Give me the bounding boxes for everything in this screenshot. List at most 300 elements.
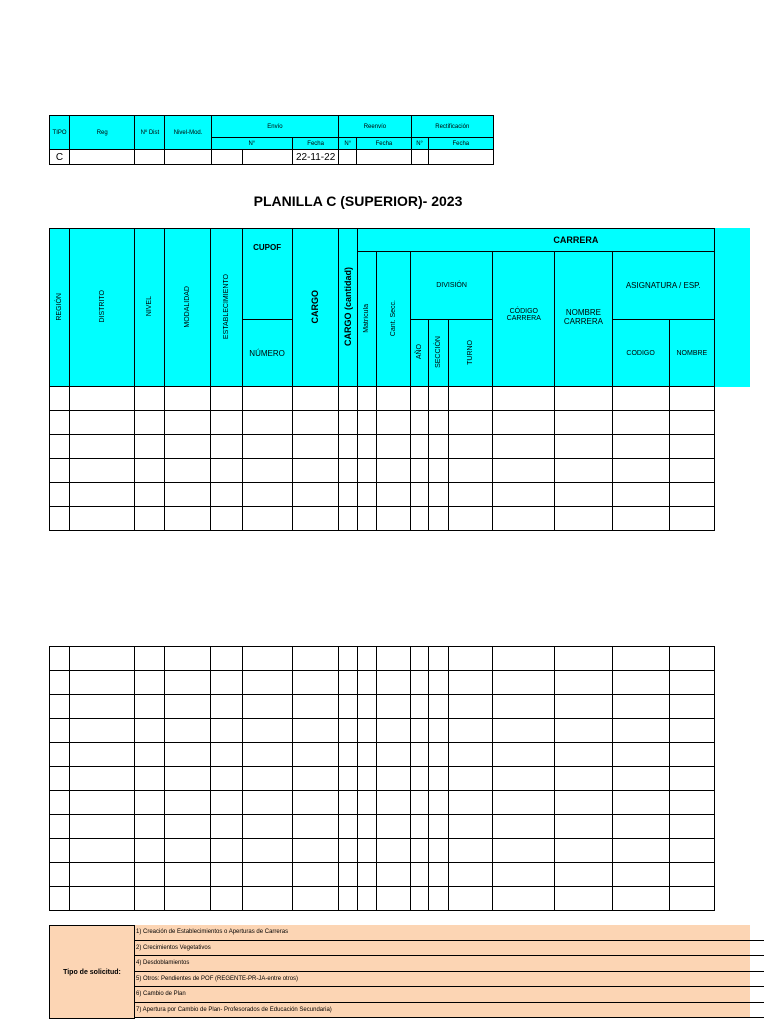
table-cell[interactable]	[50, 507, 70, 531]
cell-reenvio-nro[interactable]	[339, 150, 357, 165]
table-cell[interactable]	[211, 887, 242, 911]
table-cell[interactable]	[338, 411, 357, 435]
table-cell[interactable]	[493, 767, 555, 791]
table-cell[interactable]	[555, 767, 612, 791]
table-cell[interactable]	[429, 671, 449, 695]
table-cell[interactable]	[669, 863, 714, 887]
table-cell[interactable]	[493, 791, 555, 815]
table-cell[interactable]	[376, 435, 410, 459]
cell-envio-nro-b[interactable]	[242, 150, 292, 165]
table-cell[interactable]	[211, 815, 242, 839]
table-cell[interactable]	[429, 435, 449, 459]
table-cell[interactable]	[50, 815, 70, 839]
table-cell[interactable]	[612, 647, 669, 671]
cell-envio-nro-a[interactable]	[211, 150, 242, 165]
table-cell[interactable]	[292, 791, 338, 815]
table-cell[interactable]	[292, 695, 338, 719]
table-cell[interactable]	[449, 767, 493, 791]
table-cell[interactable]	[165, 459, 211, 483]
table-cell[interactable]	[242, 507, 292, 531]
table-cell[interactable]	[135, 743, 165, 767]
table-cell[interactable]	[493, 719, 555, 743]
table-cell[interactable]	[292, 839, 338, 863]
table-cell[interactable]	[292, 671, 338, 695]
table-cell[interactable]	[410, 459, 428, 483]
table-cell[interactable]	[70, 507, 135, 531]
table-cell[interactable]	[70, 647, 135, 671]
table-cell[interactable]	[135, 411, 165, 435]
table-cell[interactable]	[242, 719, 292, 743]
table-cell[interactable]	[242, 839, 292, 863]
table-cell[interactable]	[165, 507, 211, 531]
table-cell[interactable]	[410, 887, 428, 911]
table-cell[interactable]	[135, 719, 165, 743]
table-cell[interactable]	[50, 695, 70, 719]
table-cell[interactable]	[135, 695, 165, 719]
table-cell[interactable]	[292, 387, 338, 411]
table-cell[interactable]	[211, 483, 242, 507]
table-cell[interactable]	[449, 483, 493, 507]
table-cell[interactable]	[165, 863, 211, 887]
table-cell[interactable]	[70, 411, 135, 435]
table-cell[interactable]	[211, 839, 242, 863]
table-cell[interactable]	[211, 695, 242, 719]
table-cell[interactable]	[292, 863, 338, 887]
table-cell[interactable]	[449, 459, 493, 483]
table-cell[interactable]	[669, 387, 714, 411]
table-cell[interactable]	[555, 719, 612, 743]
table-cell[interactable]	[70, 791, 135, 815]
table-cell[interactable]	[50, 411, 70, 435]
table-cell[interactable]	[357, 483, 376, 507]
table-cell[interactable]	[70, 719, 135, 743]
table-cell[interactable]	[555, 863, 612, 887]
table-cell[interactable]	[410, 507, 428, 531]
table-cell[interactable]	[669, 459, 714, 483]
table-cell[interactable]	[50, 647, 70, 671]
table-cell[interactable]	[50, 459, 70, 483]
table-cell[interactable]	[338, 387, 357, 411]
table-cell[interactable]	[449, 887, 493, 911]
table-cell[interactable]	[376, 743, 410, 767]
table-cell[interactable]	[292, 435, 338, 459]
table-cell[interactable]	[449, 435, 493, 459]
table-cell[interactable]	[338, 507, 357, 531]
table-cell[interactable]	[410, 671, 428, 695]
table-cell[interactable]	[70, 695, 135, 719]
table-cell[interactable]	[70, 887, 135, 911]
table-cell[interactable]	[429, 387, 449, 411]
table-cell[interactable]	[429, 719, 449, 743]
table-cell[interactable]	[135, 671, 165, 695]
table-cell[interactable]	[338, 815, 357, 839]
table-cell[interactable]	[242, 743, 292, 767]
table-cell[interactable]	[70, 483, 135, 507]
table-cell[interactable]	[242, 459, 292, 483]
table-cell[interactable]	[555, 887, 612, 911]
table-cell[interactable]	[376, 459, 410, 483]
table-cell[interactable]	[410, 863, 428, 887]
table-cell[interactable]	[50, 671, 70, 695]
table-cell[interactable]	[555, 839, 612, 863]
table-cell[interactable]	[493, 507, 555, 531]
table-cell[interactable]	[493, 411, 555, 435]
table-cell[interactable]	[612, 507, 669, 531]
table-cell[interactable]	[376, 839, 410, 863]
table-cell[interactable]	[165, 483, 211, 507]
table-cell[interactable]	[70, 387, 135, 411]
table-cell[interactable]	[292, 743, 338, 767]
table-cell[interactable]	[493, 695, 555, 719]
table-cell[interactable]	[211, 387, 242, 411]
table-cell[interactable]	[669, 647, 714, 671]
table-cell[interactable]	[165, 695, 211, 719]
table-cell[interactable]	[292, 767, 338, 791]
table-cell[interactable]	[357, 647, 376, 671]
table-cell[interactable]	[338, 767, 357, 791]
table-cell[interactable]	[135, 887, 165, 911]
table-cell[interactable]	[449, 743, 493, 767]
table-cell[interactable]	[612, 435, 669, 459]
table-cell[interactable]	[493, 743, 555, 767]
table-cell[interactable]	[165, 387, 211, 411]
table-cell[interactable]	[376, 767, 410, 791]
table-cell[interactable]	[410, 411, 428, 435]
table-cell[interactable]	[242, 815, 292, 839]
table-cell[interactable]	[410, 719, 428, 743]
table-cell[interactable]	[612, 743, 669, 767]
table-cell[interactable]	[669, 411, 714, 435]
table-cell[interactable]	[338, 887, 357, 911]
table-cell[interactable]	[612, 839, 669, 863]
table-cell[interactable]	[555, 435, 612, 459]
table-cell[interactable]	[669, 815, 714, 839]
table-cell[interactable]	[376, 647, 410, 671]
table-cell[interactable]	[555, 695, 612, 719]
table-cell[interactable]	[669, 435, 714, 459]
table-cell[interactable]	[493, 459, 555, 483]
table-cell[interactable]	[338, 863, 357, 887]
table-cell[interactable]	[50, 435, 70, 459]
table-cell[interactable]	[669, 671, 714, 695]
table-cell[interactable]	[449, 671, 493, 695]
table-cell[interactable]	[429, 647, 449, 671]
table-cell[interactable]	[410, 435, 428, 459]
table-cell[interactable]	[449, 791, 493, 815]
table-cell[interactable]	[292, 411, 338, 435]
table-cell[interactable]	[357, 459, 376, 483]
table-cell[interactable]	[493, 483, 555, 507]
table-cell[interactable]	[135, 459, 165, 483]
table-cell[interactable]	[669, 719, 714, 743]
table-cell[interactable]	[50, 839, 70, 863]
table-cell[interactable]	[211, 863, 242, 887]
table-cell[interactable]	[410, 743, 428, 767]
table-cell[interactable]	[376, 863, 410, 887]
table-cell[interactable]	[429, 411, 449, 435]
table-cell[interactable]	[612, 887, 669, 911]
table-cell[interactable]	[242, 863, 292, 887]
table-cell[interactable]	[338, 839, 357, 863]
cell-rect-fecha[interactable]	[428, 150, 493, 165]
table-cell[interactable]	[50, 483, 70, 507]
table-cell[interactable]	[493, 387, 555, 411]
table-cell[interactable]	[612, 815, 669, 839]
table-cell[interactable]	[376, 507, 410, 531]
table-cell[interactable]	[357, 815, 376, 839]
table-cell[interactable]	[429, 767, 449, 791]
table-cell[interactable]	[410, 695, 428, 719]
table-cell[interactable]	[669, 483, 714, 507]
table-cell[interactable]	[338, 791, 357, 815]
table-cell[interactable]	[493, 671, 555, 695]
table-cell[interactable]	[338, 435, 357, 459]
table-cell[interactable]	[211, 459, 242, 483]
table-cell[interactable]	[669, 791, 714, 815]
cell-rect-nro[interactable]	[411, 150, 428, 165]
table-cell[interactable]	[165, 815, 211, 839]
table-cell[interactable]	[376, 387, 410, 411]
table-cell[interactable]	[70, 839, 135, 863]
cell-nro-dist[interactable]	[135, 150, 165, 165]
table-cell[interactable]	[429, 887, 449, 911]
table-cell[interactable]	[669, 767, 714, 791]
table-cell[interactable]	[555, 387, 612, 411]
table-cell[interactable]	[338, 695, 357, 719]
table-cell[interactable]	[612, 791, 669, 815]
table-cell[interactable]	[292, 483, 338, 507]
table-cell[interactable]	[669, 743, 714, 767]
table-cell[interactable]	[211, 743, 242, 767]
table-cell[interactable]	[493, 647, 555, 671]
table-cell[interactable]	[357, 791, 376, 815]
table-cell[interactable]	[50, 387, 70, 411]
table-cell[interactable]	[429, 863, 449, 887]
table-cell[interactable]	[612, 387, 669, 411]
table-cell[interactable]	[338, 483, 357, 507]
table-cell[interactable]	[410, 791, 428, 815]
cell-envio-fecha[interactable]: 22-11-22	[293, 150, 339, 165]
table-cell[interactable]	[357, 743, 376, 767]
table-cell[interactable]	[135, 791, 165, 815]
table-cell[interactable]	[612, 671, 669, 695]
table-cell[interactable]	[357, 863, 376, 887]
table-cell[interactable]	[376, 483, 410, 507]
table-cell[interactable]	[612, 459, 669, 483]
table-cell[interactable]	[612, 863, 669, 887]
table-cell[interactable]	[338, 647, 357, 671]
cell-reenvio-fecha[interactable]	[357, 150, 411, 165]
table-cell[interactable]	[612, 411, 669, 435]
table-cell[interactable]	[376, 411, 410, 435]
table-cell[interactable]	[669, 887, 714, 911]
table-cell[interactable]	[555, 671, 612, 695]
table-cell[interactable]	[165, 767, 211, 791]
table-cell[interactable]	[338, 671, 357, 695]
table-cell[interactable]	[429, 695, 449, 719]
table-cell[interactable]	[555, 459, 612, 483]
table-cell[interactable]	[376, 695, 410, 719]
table-cell[interactable]	[70, 435, 135, 459]
table-cell[interactable]	[135, 387, 165, 411]
table-cell[interactable]	[376, 887, 410, 911]
table-cell[interactable]	[70, 743, 135, 767]
table-cell[interactable]	[165, 435, 211, 459]
cell-nivel-mod[interactable]	[165, 150, 211, 165]
table-cell[interactable]	[357, 507, 376, 531]
table-cell[interactable]	[242, 411, 292, 435]
table-cell[interactable]	[555, 507, 612, 531]
table-cell[interactable]	[242, 671, 292, 695]
table-cell[interactable]	[449, 411, 493, 435]
table-cell[interactable]	[357, 839, 376, 863]
table-cell[interactable]	[242, 887, 292, 911]
table-cell[interactable]	[429, 507, 449, 531]
table-cell[interactable]	[338, 743, 357, 767]
table-cell[interactable]	[449, 387, 493, 411]
table-cell[interactable]	[50, 767, 70, 791]
table-cell[interactable]	[292, 459, 338, 483]
table-cell[interactable]	[165, 839, 211, 863]
table-cell[interactable]	[410, 815, 428, 839]
table-cell[interactable]	[429, 483, 449, 507]
table-cell[interactable]	[165, 647, 211, 671]
table-cell[interactable]	[135, 435, 165, 459]
table-cell[interactable]	[449, 839, 493, 863]
table-cell[interactable]	[135, 767, 165, 791]
table-cell[interactable]	[376, 815, 410, 839]
table-cell[interactable]	[135, 647, 165, 671]
table-cell[interactable]	[555, 743, 612, 767]
table-cell[interactable]	[429, 743, 449, 767]
table-cell[interactable]	[165, 719, 211, 743]
table-cell[interactable]	[292, 887, 338, 911]
table-cell[interactable]	[493, 887, 555, 911]
table-cell[interactable]	[211, 647, 242, 671]
table-cell[interactable]	[165, 671, 211, 695]
table-cell[interactable]	[292, 507, 338, 531]
table-cell[interactable]	[449, 719, 493, 743]
table-cell[interactable]	[555, 815, 612, 839]
table-cell[interactable]	[338, 719, 357, 743]
table-cell[interactable]	[555, 647, 612, 671]
table-cell[interactable]	[292, 719, 338, 743]
table-cell[interactable]	[242, 387, 292, 411]
table-cell[interactable]	[70, 815, 135, 839]
table-cell[interactable]	[165, 411, 211, 435]
table-cell[interactable]	[211, 507, 242, 531]
table-cell[interactable]	[429, 839, 449, 863]
table-cell[interactable]	[211, 411, 242, 435]
table-cell[interactable]	[410, 767, 428, 791]
table-cell[interactable]	[70, 459, 135, 483]
table-cell[interactable]	[410, 483, 428, 507]
table-cell[interactable]	[410, 839, 428, 863]
table-cell[interactable]	[242, 435, 292, 459]
table-cell[interactable]	[211, 671, 242, 695]
table-cell[interactable]	[555, 411, 612, 435]
table-cell[interactable]	[612, 483, 669, 507]
table-cell[interactable]	[410, 647, 428, 671]
table-cell[interactable]	[242, 695, 292, 719]
table-cell[interactable]	[376, 719, 410, 743]
table-cell[interactable]	[50, 719, 70, 743]
table-cell[interactable]	[357, 387, 376, 411]
table-cell[interactable]	[338, 459, 357, 483]
table-cell[interactable]	[211, 719, 242, 743]
table-cell[interactable]	[70, 671, 135, 695]
table-cell[interactable]	[357, 767, 376, 791]
table-cell[interactable]	[165, 887, 211, 911]
table-cell[interactable]	[449, 695, 493, 719]
table-cell[interactable]	[410, 387, 428, 411]
table-cell[interactable]	[669, 507, 714, 531]
table-cell[interactable]	[357, 887, 376, 911]
table-cell[interactable]	[493, 839, 555, 863]
table-cell[interactable]	[612, 719, 669, 743]
table-cell[interactable]	[449, 863, 493, 887]
table-cell[interactable]	[242, 483, 292, 507]
table-cell[interactable]	[669, 695, 714, 719]
table-cell[interactable]	[612, 695, 669, 719]
table-cell[interactable]	[493, 435, 555, 459]
table-cell[interactable]	[242, 791, 292, 815]
table-cell[interactable]	[292, 647, 338, 671]
table-cell[interactable]	[449, 647, 493, 671]
table-cell[interactable]	[70, 767, 135, 791]
table-cell[interactable]	[135, 507, 165, 531]
cell-tipo[interactable]: C	[50, 150, 70, 165]
table-cell[interactable]	[429, 459, 449, 483]
table-cell[interactable]	[242, 647, 292, 671]
table-cell[interactable]	[292, 815, 338, 839]
table-cell[interactable]	[357, 695, 376, 719]
table-cell[interactable]	[165, 743, 211, 767]
table-cell[interactable]	[669, 839, 714, 863]
table-cell[interactable]	[70, 863, 135, 887]
table-cell[interactable]	[50, 743, 70, 767]
table-cell[interactable]	[50, 791, 70, 815]
table-cell[interactable]	[211, 767, 242, 791]
table-cell[interactable]	[50, 887, 70, 911]
table-cell[interactable]	[429, 815, 449, 839]
table-cell[interactable]	[376, 671, 410, 695]
table-cell[interactable]	[493, 863, 555, 887]
table-cell[interactable]	[50, 863, 70, 887]
table-cell[interactable]	[357, 719, 376, 743]
table-cell[interactable]	[135, 863, 165, 887]
table-cell[interactable]	[357, 435, 376, 459]
table-cell[interactable]	[135, 815, 165, 839]
table-cell[interactable]	[211, 791, 242, 815]
table-cell[interactable]	[493, 815, 555, 839]
table-cell[interactable]	[242, 767, 292, 791]
table-cell[interactable]	[555, 483, 612, 507]
table-cell[interactable]	[165, 791, 211, 815]
table-cell[interactable]	[449, 507, 493, 531]
table-cell[interactable]	[211, 435, 242, 459]
table-cell[interactable]	[357, 671, 376, 695]
table-cell[interactable]	[357, 411, 376, 435]
cell-reg[interactable]	[70, 150, 135, 165]
table-cell[interactable]	[429, 791, 449, 815]
table-cell[interactable]	[555, 791, 612, 815]
table-cell[interactable]	[449, 815, 493, 839]
table-cell[interactable]	[135, 839, 165, 863]
table-cell[interactable]	[135, 483, 165, 507]
table-cell[interactable]	[376, 791, 410, 815]
table-cell[interactable]	[612, 767, 669, 791]
